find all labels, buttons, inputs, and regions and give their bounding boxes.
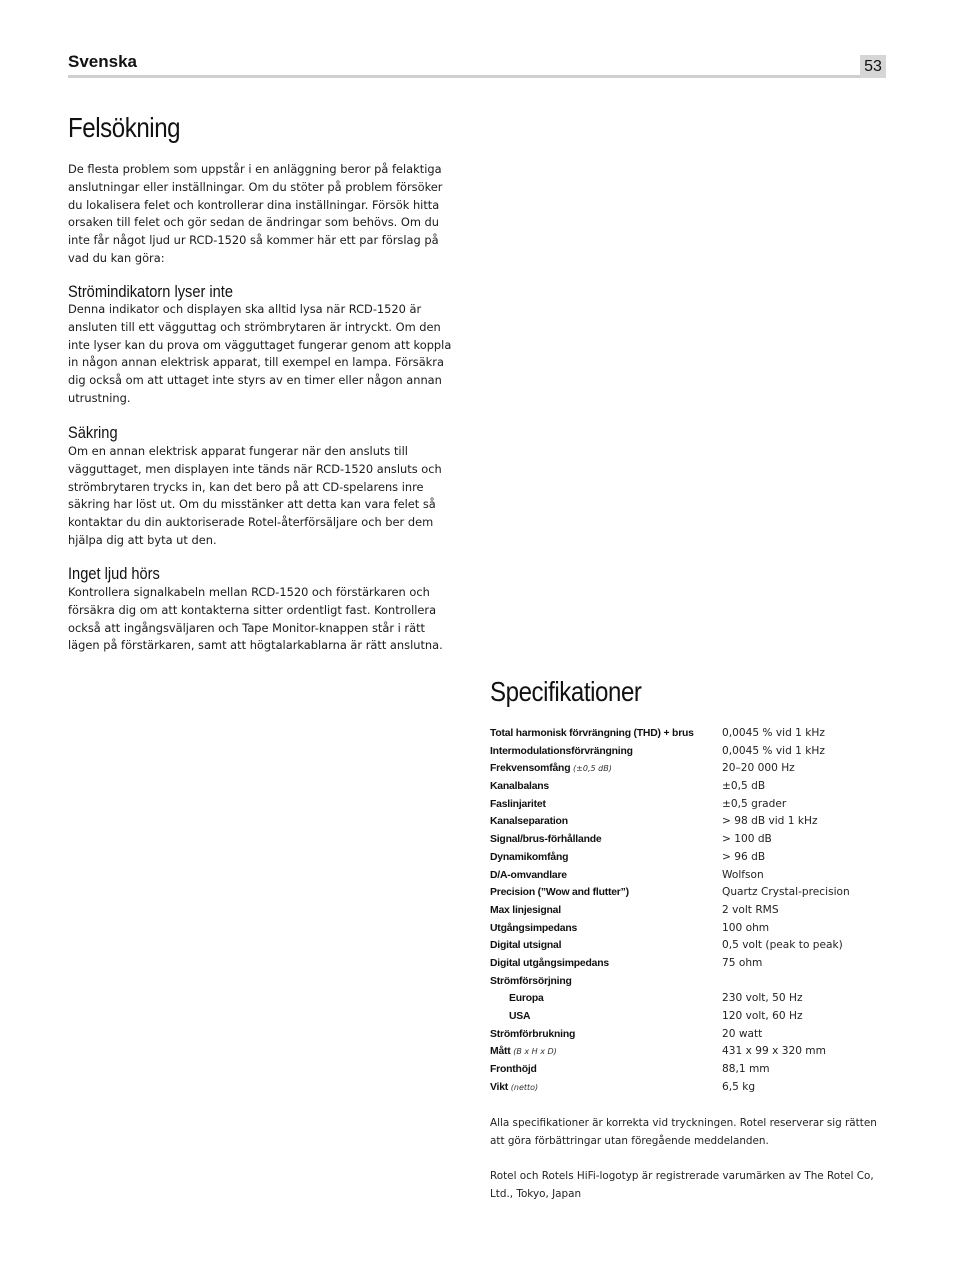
spec-label-text: Frekvensomfång bbox=[490, 763, 571, 775]
specifications-disclaimer: Alla specifikationer är korrekta vid tryckningen. Rotel reserverar sig rätten att göra förbättringar utan föregående meddelanden. bbox=[490, 1117, 877, 1147]
spec-row bbox=[490, 780, 890, 798]
spec-row bbox=[490, 1063, 890, 1081]
spec-label-text: Kanalbalans bbox=[490, 781, 550, 793]
spec-row bbox=[490, 851, 890, 869]
spec-label bbox=[490, 1045, 722, 1063]
spec-row bbox=[490, 957, 890, 975]
spec-label-text: Fronthöjd bbox=[490, 1064, 537, 1076]
spec-row bbox=[490, 727, 890, 745]
spec-label bbox=[490, 869, 722, 887]
spec-label-text: Strömförbrukning bbox=[490, 1028, 576, 1040]
spec-label-text: Strömförsörjning bbox=[490, 975, 572, 987]
troubleshooting-intro: De flesta problem som uppstår i en anläggning beror på felaktiga anslutningar eller inställningar. Om du stöter på problem försöker du lokalisera felet och kontrollerar dina inställningar. Försök hitta orsaken till felet och gör sedan de ändringar som behövs. Om du inte får något ljud ur RCD-1520 så kommer här ett par förslag på vad du kan göra: bbox=[68, 162, 443, 265]
spec-label bbox=[490, 922, 722, 940]
specifications-title: Specifikationer bbox=[490, 676, 642, 707]
spec-label-text: D/A-omvandlare bbox=[490, 869, 567, 881]
section-body-fuse: Om en annan elektrisk apparat fungerar när den ansluts till vägguttaget, men displayen inte tänds när RCD-1520 ansluts och strömbrytaren trycks in, kan det bero på att CD-spelarens inre säkring har löst ut. Om du misstänker att detta kan vara felet så kontaktar du din auktoriserade Rotel-återförsäljare och ber dem hjälpa dig att byta ut den. bbox=[68, 444, 442, 547]
spec-value: > 98 dB vid 1 kHz bbox=[722, 815, 818, 828]
spec-value: 431 x 99 x 320 mm bbox=[722, 1045, 826, 1058]
spec-label bbox=[490, 798, 722, 816]
troubleshooting-title: Felsökning bbox=[68, 112, 181, 143]
section-language-label: Svenska bbox=[68, 52, 137, 71]
spec-row bbox=[490, 1081, 890, 1099]
spec-label-text: Intermodulationsförvrängning bbox=[490, 745, 633, 757]
spec-label bbox=[490, 833, 722, 851]
spec-value: 0,0045 % vid 1 kHz bbox=[722, 727, 825, 739]
spec-label-text: Faslinjaritet bbox=[490, 798, 546, 810]
spec-label bbox=[490, 780, 722, 798]
spec-label-text: USA bbox=[509, 1011, 531, 1022]
spec-row bbox=[490, 833, 890, 851]
spec-label-text: Precision (”Wow and flutter”) bbox=[490, 887, 629, 899]
spec-label-text: Europa bbox=[509, 993, 544, 1005]
spec-value: > 96 dB bbox=[722, 850, 766, 863]
spec-label bbox=[490, 851, 722, 869]
spec-label bbox=[490, 1010, 722, 1028]
spec-value: 0,0045 % vid 1 kHz bbox=[722, 744, 825, 757]
spec-row bbox=[490, 1045, 890, 1063]
spec-label-text: Digital utsignal bbox=[490, 940, 562, 952]
spec-label bbox=[490, 975, 722, 993]
spec-label-note: (±0,5 dB) bbox=[573, 764, 612, 774]
spec-value: 20–20 000 Hz bbox=[722, 762, 795, 775]
spec-label bbox=[490, 1028, 722, 1046]
spec-label bbox=[490, 815, 722, 833]
spec-row bbox=[490, 815, 890, 833]
spec-label bbox=[490, 939, 722, 957]
spec-value: 75 ohm bbox=[722, 956, 763, 969]
spec-row bbox=[490, 1028, 890, 1046]
section-body-power-indicator: Denna indikator och displayen ska alltid lysa när RCD-1520 är ansluten till ett vägguttag och strömbrytaren är intryckt. Om den inte lyser kan du prova om vägguttaget fungerar genom att koppla in någon annan elektrisk apparat, till exempel en lampa. Försäkra dig också om att uttaget inte styrs av en timer eller någon annan utrustning. bbox=[68, 302, 452, 405]
spec-value: 2 volt RMS bbox=[722, 903, 779, 916]
spec-label bbox=[490, 1063, 722, 1081]
spec-value: > 100 dB bbox=[722, 833, 772, 846]
spec-value: 20 watt bbox=[722, 1027, 763, 1040]
spec-label-note: (netto) bbox=[510, 1082, 539, 1092]
spec-row bbox=[490, 869, 890, 887]
spec-label-text: Digital utgångsimpedans bbox=[490, 957, 609, 969]
spec-row bbox=[490, 904, 890, 922]
section-heading-no-sound: Inget ljud hörs bbox=[68, 564, 160, 583]
spec-label bbox=[490, 727, 722, 745]
spec-label bbox=[490, 745, 722, 763]
spec-value: Wolfson bbox=[722, 868, 764, 881]
spec-row bbox=[490, 886, 890, 904]
spec-value: 100 ohm bbox=[722, 921, 770, 934]
spec-value: 88,1 mm bbox=[722, 1063, 770, 1076]
spec-label-text: Signal/brus-förhållande bbox=[490, 834, 602, 846]
spec-row bbox=[490, 992, 890, 1010]
spec-label-note: (B x H x D) bbox=[513, 1047, 557, 1057]
spec-value: ±0,5 dB bbox=[722, 780, 766, 793]
spec-label-text: Vikt bbox=[490, 1081, 509, 1093]
spec-label-text: Max linjesignal bbox=[490, 904, 561, 916]
section-heading-fuse: Säkring bbox=[68, 423, 118, 442]
spec-value bbox=[722, 975, 890, 993]
spec-row bbox=[490, 762, 890, 780]
spec-row bbox=[490, 1010, 890, 1028]
spec-value: 230 volt, 50 Hz bbox=[722, 992, 803, 1005]
spec-label bbox=[490, 1081, 722, 1099]
spec-row bbox=[490, 939, 890, 957]
section-heading-power-indicator: Strömindikatorn lyser inte bbox=[68, 282, 233, 301]
spec-value: ±0,5 grader bbox=[722, 797, 787, 810]
spec-row bbox=[490, 798, 890, 816]
spec-value: 0,5 volt (peak to peak) bbox=[722, 939, 843, 952]
header-divider bbox=[68, 75, 886, 78]
spec-label-text: Dynamikomfång bbox=[490, 851, 569, 863]
spec-label-text: Kanalseparation bbox=[490, 816, 568, 828]
spec-label bbox=[490, 886, 722, 904]
section-body-no-sound: Kontrollera signalkabeln mellan RCD-1520 och förstärkaren och försäkra dig om att kontakterna sitter ordentligt fast. Kontrollera också att ingångsväljaren och Tape Monitor-knappen står i rätt lägen på förstärkaren, samt att högtalarkablarna är rätt anslutna. bbox=[68, 585, 443, 653]
spec-label-text: Mått bbox=[490, 1046, 511, 1058]
spec-value: Quartz Crystal-precision bbox=[722, 886, 850, 899]
spec-label-text: Total harmonisk förvrängning (THD) + brus bbox=[490, 728, 694, 739]
specifications-table bbox=[490, 727, 890, 1098]
spec-value: 120 volt, 60 Hz bbox=[722, 1010, 803, 1022]
trademark-notice: Rotel och Rotels HiFi-logotyp är registrerade varumärken av The Rotel Co, Ltd., Tokyo, Japan bbox=[490, 1170, 874, 1200]
spec-label bbox=[490, 904, 722, 922]
spec-label-text: Utgångsimpedans bbox=[490, 922, 578, 934]
spec-label bbox=[490, 957, 722, 975]
spec-label bbox=[490, 762, 722, 780]
spec-label bbox=[490, 992, 722, 1010]
spec-row bbox=[490, 975, 890, 993]
spec-row bbox=[490, 922, 890, 940]
spec-value: 6,5 kg bbox=[722, 1080, 756, 1093]
page-number: 53 bbox=[860, 55, 886, 78]
spec-row bbox=[490, 745, 890, 763]
